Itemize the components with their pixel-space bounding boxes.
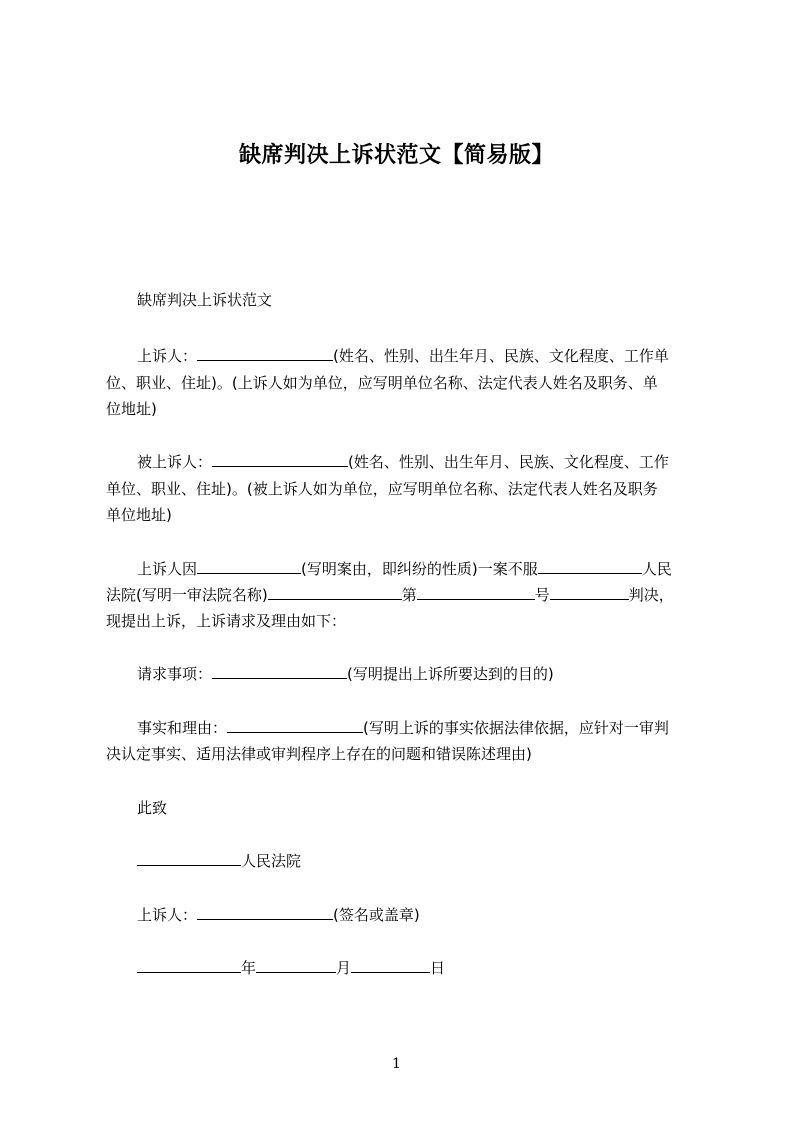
year-label: 年 [241,959,257,977]
appellee-text-2: 单位、职业、住址)。(被上诉人如为单位，应写明单位名称、法定代表人姓名及职务 [106,480,658,498]
cause-text-2: (写明案由，即纠纷的性质)一案不服 [301,560,538,578]
facts-blank [227,715,363,733]
signature-note: (签名或盖章) [333,906,420,924]
court-label: 人民法院 [241,852,302,870]
document-title: 缺席判决上诉状范文【简易版】 [238,143,554,168]
appellant-blank [197,343,333,361]
appellee-label: 被上诉人： [137,453,213,471]
appellant-text-1: (姓名、性别、出生年月、民族、文化程度、工作单 [333,347,669,365]
appellee-text-1: (姓名、性别、出生年月、民族、文化程度、工作 [348,453,669,471]
request-blank [212,661,347,679]
signature-label: 上诉人： [137,906,198,924]
facts-text-1: (写明上诉的事实依据法律依据，应针对一审判 [363,719,669,737]
closing: 此致 [137,799,168,817]
appellant-text-2: 位、职业、住址)。(上诉人如为单位，应写明单位名称、法定代表人姓名及职务、单 [106,374,658,392]
appellee-line-1 [137,449,737,475]
case-type-blank [197,556,301,574]
request-note: (写明提出上诉所要达到的目的) [347,665,554,683]
signature-line [137,902,737,928]
document-heading: 缺席判决上诉状范文 [137,291,273,309]
facts-line-1 [137,715,737,741]
cause-text-8: 现提出上诉，上诉请求及理由如下： [106,612,347,630]
year-blank [137,955,241,973]
cause-text-5: 第 [401,586,417,604]
judgment-blank [550,582,629,600]
day-label: 日 [430,959,446,977]
cause-text-6: 号 [534,586,550,604]
appellant-text-3: 位地址) [106,400,157,418]
court-name-blank [137,848,241,866]
day-blank [351,955,430,973]
case-year-blank [268,582,402,600]
request-label: 请求事项： [137,665,213,683]
page-number: 1 [392,1056,401,1072]
appellant-line-1 [137,343,737,369]
request-line [137,661,737,687]
case-number-blank [417,582,535,600]
appellee-text-3: 单位地址) [106,506,172,524]
appellee-blank [212,449,348,467]
facts-label: 事实和理由： [137,719,228,737]
appellant-label: 上诉人： [137,347,198,365]
cause-text-1: 上诉人因 [137,560,198,578]
cause-line-2 [106,582,706,608]
signature-blank [197,902,333,920]
cause-text-7: 判决， [628,586,674,604]
month-label: 月 [336,959,352,977]
court-line [137,848,737,874]
cause-line-1 [137,556,737,582]
cause-text-3: 人民 [641,560,672,578]
cause-text-4: 法院(写明一审法院名称) [106,586,268,604]
date-line [137,955,737,981]
court-blank [538,556,642,574]
facts-text-2: 决认定事实、适用法律或审判程序上存在的问题和错误陈述理由) [106,745,532,763]
month-blank [256,955,336,973]
